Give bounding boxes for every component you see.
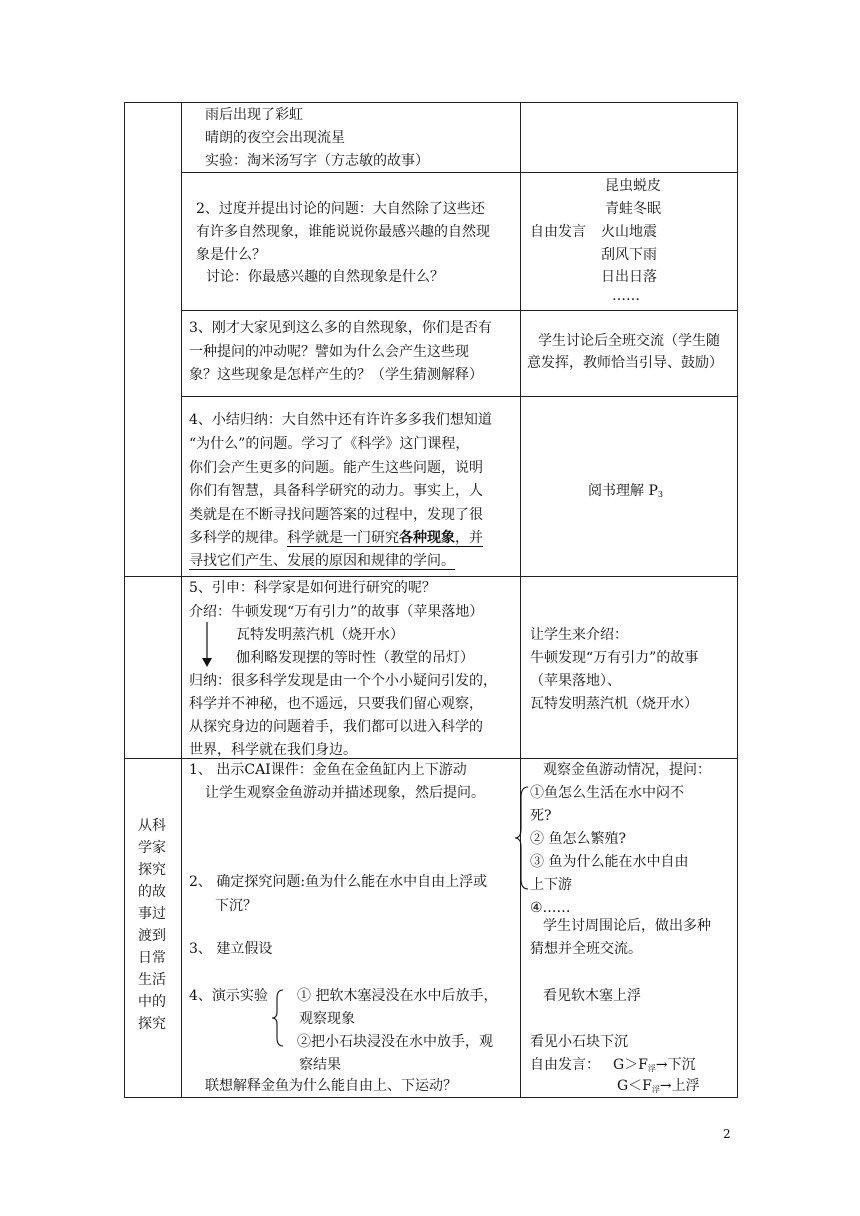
row6-line: 4、演示实验	[189, 988, 268, 1004]
row6-right-line: 学生讨周围论后，做出多种	[543, 918, 711, 934]
row6-line: 观察现象	[299, 1011, 355, 1027]
row2-right-item: 日出日落	[601, 269, 657, 285]
row3-right-line: 意发挥，教师恰当引导、鼓励）	[527, 355, 723, 371]
row1-line: 晴朗的夜空会出现流星	[205, 130, 345, 146]
row-divider-4	[124, 576, 738, 577]
row3-line: 象？这些现象是怎样产生的？（学生猜测解释）	[189, 367, 483, 383]
stage-label-line: 探究	[138, 862, 166, 878]
row2-right-item: 昆虫蜕皮	[605, 178, 661, 194]
row6-right-line: 自由发言：	[530, 1057, 600, 1073]
page-number: 2	[723, 1127, 731, 1141]
row5-line: 从探究身边的问题着手，我们都可以进入科学的	[189, 719, 483, 735]
row6-right-line: 观察金鱼游动情况，提问：	[543, 762, 711, 778]
row2-right-item: 火山地震	[601, 224, 657, 240]
row2-right-prefix: 自由发言	[530, 224, 586, 240]
row3-line: 3、刚才大家见到这么多的自然现象，你们是否有	[189, 320, 492, 336]
row6-line: ① 把软木塞浸没在水中后放手，	[297, 988, 498, 1004]
row4-line: 多科学的规律。	[189, 530, 287, 546]
row5-line: 科学并不神秘，也不遥远，只要我们留心观察，	[189, 696, 483, 712]
row5-right-line: 让学生来介绍：	[530, 627, 628, 643]
row4-underline-text: 科学就是一门研究	[287, 530, 399, 546]
stage-label-line: 生活	[138, 972, 166, 988]
row2-line: 有许多自然现象，谁能说说你最感兴趣的自然现	[196, 224, 490, 240]
row5-line: 世界，科学就在我们身边。	[189, 742, 357, 758]
stage-label-line: 学家	[138, 840, 166, 856]
row6-line: 3、 建立假设	[189, 941, 273, 957]
row-divider-3	[181, 396, 738, 397]
row6-line: 察结果	[299, 1057, 341, 1073]
row6-right-line: ④……	[530, 900, 571, 916]
row5-line: 伽利略发现摆的等时性（教堂的吊灯）	[236, 650, 474, 666]
row4-bold-text: 各种现象	[399, 530, 455, 546]
row4-line: 类就是在不断寻找问题答案的过程中，发现了很	[189, 507, 483, 523]
row6-right-line: 死?	[530, 808, 552, 824]
table-col-divider-1	[181, 102, 182, 1098]
row-divider-1	[181, 172, 738, 173]
row5-line: 归纳：很多科学发现是由一个个小小疑问引发的，	[189, 673, 497, 689]
row2-line: 2、过度并提出讨论的问题：大自然除了这些还	[196, 201, 485, 217]
down-arrow-icon	[200, 620, 214, 668]
row4-line: 你们会产生更多的问题。能产生这些问题，说明	[189, 460, 483, 476]
row4-line: 4、小结归纳：大自然中还有许许多多我们想知道	[189, 412, 492, 428]
row4-last-line	[189, 551, 455, 571]
row4-right-text: 阅书理解 $P_3$	[588, 483, 663, 499]
stage-label-line: 日常	[138, 950, 166, 966]
row4-underline-text: 寻找它们产生、发展的原因和规律的学问。	[189, 553, 455, 569]
row6-right-line: 看见小石块下沉	[530, 1034, 628, 1050]
formula-float: $G<F_浮\to$上浮	[617, 1078, 700, 1094]
row6-line: 让学生观察金鱼游动并描述现象，然后提问。	[205, 785, 485, 801]
row6-right-line: ①鱼怎么生活在水中闷不	[530, 785, 684, 801]
row6-line: 2、 确定探究问题:鱼为什么能在水中自由上浮或	[189, 874, 488, 890]
row4-right-sub: 3	[657, 490, 663, 499]
stage-label-line: 渡到	[138, 928, 166, 944]
stage-label-line: 探究	[138, 1016, 166, 1032]
row5-line: 5、引申：科学家是如何进行研究的呢？	[189, 580, 436, 596]
row3-line: 一种提问的冲动呢？譬如为什么会产生这些现	[189, 344, 469, 360]
row2-line: 象是什么？	[196, 247, 266, 263]
row4-underline-text: ，并	[455, 530, 483, 546]
stage-label-line: 中的	[138, 994, 166, 1010]
row6-right-line: 猜想并全班交流。	[530, 941, 642, 957]
table-border-left	[124, 102, 125, 1098]
table-col-divider-2	[520, 102, 521, 1098]
table-border-right	[737, 102, 738, 1098]
row3-right-line: 学生讨论后全班交流（学生随	[538, 333, 720, 349]
row2-right-item: 青蛙冬眠	[605, 201, 661, 217]
row6-right-line: 上下游	[530, 877, 572, 893]
row-divider-2	[181, 310, 738, 311]
row6-line: 下沉？	[215, 898, 257, 914]
row4-line: “为什么”的问题。学习了《科学》这门课程，	[189, 436, 470, 452]
left-brace-icon	[514, 785, 530, 891]
row6-line: ②把小石块浸没在水中放手，观	[297, 1034, 493, 1050]
row6-right-line: ③ 鱼为什么能在水中自由	[530, 854, 689, 870]
row5-right-line: 瓦特发明蒸汽机（烧开水）	[530, 696, 698, 712]
row1-line: 雨后出现了彩虹	[205, 107, 303, 123]
stage-label-line: 事过	[138, 906, 166, 922]
row5-line: 瓦特发明蒸汽机（烧开水）	[236, 627, 404, 643]
formula-sink: $G>F_浮\to$下沉	[613, 1057, 696, 1073]
row2-line: 讨论：你最感兴趣的自然现象是什么？	[206, 269, 444, 285]
stage-label-line: 的故	[138, 884, 166, 900]
table-border-top	[124, 102, 738, 103]
left-brace-icon	[271, 988, 285, 1048]
stage-label-line: 从科	[138, 818, 166, 834]
row6-right-line: ② 鱼怎么繁殖?	[530, 831, 626, 847]
row2-right-item: 刮风下雨	[601, 247, 657, 263]
row6-line: 联想解释金鱼为什么能自由上、下运动？	[205, 1078, 457, 1094]
row4-line: 你们有智慧，具备科学研究的动力。事实上，人	[189, 483, 483, 499]
row4-line-mixed	[189, 528, 483, 548]
row6-line: 1、 出示CAI课件：金鱼在金鱼缸内上下游动	[189, 762, 467, 778]
row1-line: 实验：淘米汤写字（方志敏的故事）	[205, 153, 429, 169]
row5-line: 介绍：牛顿发现“万有引力”的故事（苹果落地）	[189, 604, 484, 620]
row6-right-line: 看见软木塞上浮	[543, 988, 641, 1004]
row2-right-item: ……	[612, 288, 640, 304]
row5-right-line: （苹果落地）、	[530, 673, 621, 689]
row5-right-line: 牛顿发现“万有引力”的故事	[530, 650, 699, 666]
